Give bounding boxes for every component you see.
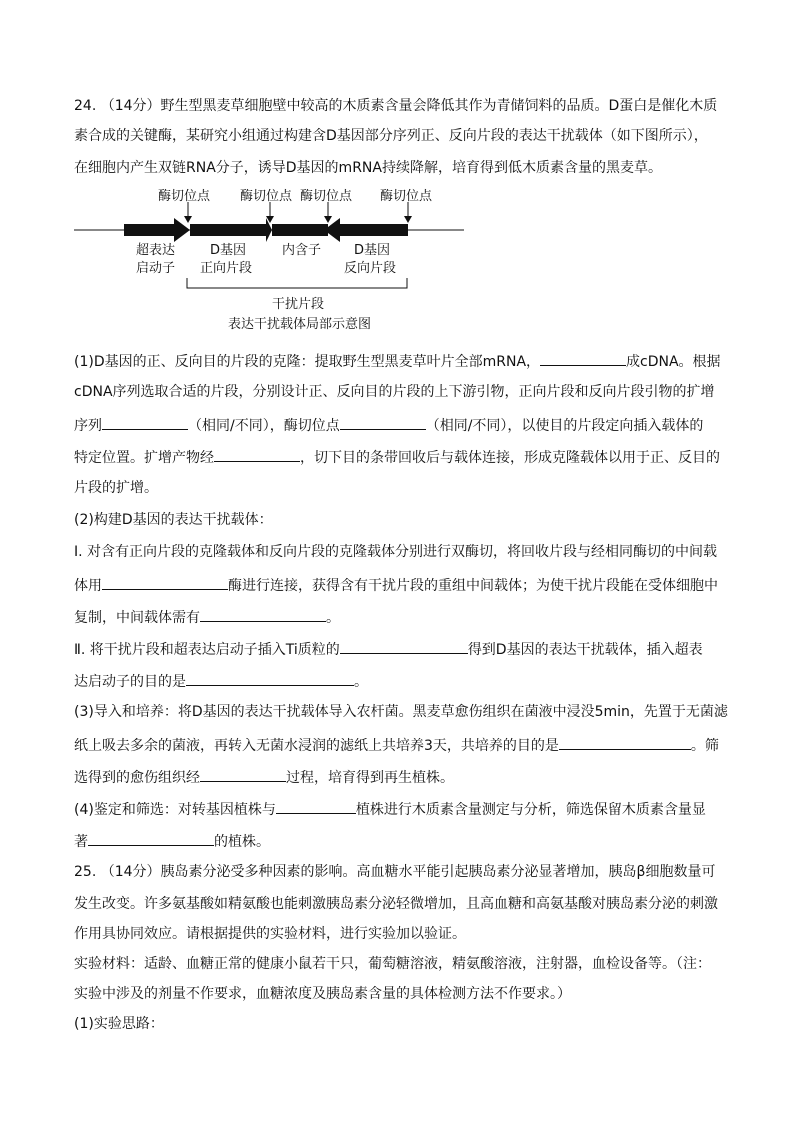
promoter-segment [124, 224, 176, 236]
q24-p1-line-5: 片段的扩增。 [74, 480, 158, 496]
q24-p1-line-4: 特定位置。扩增产物经 ，切下目的条带回收后与载体连接，形成克隆载体以用于正、反目的 [74, 446, 720, 468]
q24-p3-line-2: 纸上吸去多余的菌液，再转入无菌水浸润的滤纸上共培养3天，共培养的目的是 。筛 [74, 734, 719, 756]
intron-label: 内含子 [282, 243, 322, 258]
diagram-caption: 表达干扰载体局部示意图 [228, 317, 372, 332]
reverse-arrowhead [324, 218, 340, 242]
vector-diagram [74, 186, 474, 336]
reverse-label: 反向片段 [344, 261, 397, 276]
q25-line-6: (1)实验思路： [74, 1016, 164, 1032]
q24-p2-ii-line-1: Ⅱ. 将干扰片段和超表达启动子插入Ti质粒的 得到D基因的表达干扰载体，插入超表 [74, 638, 703, 660]
q24-line-1: 24. （14分）野生型黑麦草细胞壁中较高的木质素含量会降低其作为青储饲料的品质。D蛋白是催化木质 [74, 98, 718, 114]
forward-label: D基因 [210, 243, 247, 258]
q25-line-3: 作用具协同效应。请根据提供的实验材料，进行实验加以验证。 [74, 926, 466, 942]
q24-p1-line-1: (1)D基因的正、反向目的片段的克隆：提取野生型黑麦草叶片全部mRNA， 成cDNA。根据 [74, 350, 721, 372]
q24-p2-heading: (2)构建D基因的表达干扰载体： [74, 512, 273, 528]
q25-line-1: 25. （14分）胰岛素分泌受多种因素的影响。高血糖水平能引起胰岛素分泌显著增加，胰岛β细胞数量可 [74, 864, 716, 880]
cut-site-label: 酶切位点 [380, 189, 433, 204]
cut-site-arrow [184, 216, 192, 223]
q24-p4-line-1: (4)鉴定和筛选：对转基因植株与 植株进行木质素含量测定与分析，筛选保留木质素含量显 [74, 798, 706, 820]
forward-label: 正向片段 [200, 261, 253, 276]
q24-p2-i-line-3: 复制，中间载体需有 。 [74, 606, 340, 628]
q25-line-4: 实验材料：适龄、血糖正常的健康小鼠若干只，葡萄糖溶液，精氨酸溶液，注射器，血检设备等。（注： [74, 956, 711, 972]
q24-line-2: 素合成的关键酶，某研究小组通过构建含D基因部分序列正、反向片段的表达干扰载体（如下图所示）， [74, 128, 708, 144]
cut-site-label: 酶切位点 [240, 189, 293, 204]
answer-blank[interactable] [102, 414, 188, 430]
answer-blank[interactable] [276, 798, 356, 814]
cut-site-arrow [324, 216, 332, 223]
cut-site-label: 酶切位点 [300, 189, 353, 204]
answer-blank[interactable] [540, 350, 626, 366]
q25-line-2: 发生改变。许多氨基酸如精氨酸也能刺激胰岛素分泌轻微增加，且高血糖和高氨基酸对胰岛素分泌的刺激 [74, 896, 718, 912]
q24-p1-line-3: 序列 （相同/不同），酶切位点 （相同/不同），以使目的片段定向插入载体的 [74, 414, 703, 436]
q25-line-5: 实验中涉及的剂量不作要求，血糖浓度及胰岛素含量的具体检测方法不作要求。） [74, 986, 571, 1002]
answer-blank[interactable] [340, 638, 468, 654]
answer-blank[interactable] [559, 734, 691, 750]
answer-blank[interactable] [214, 446, 300, 462]
answer-blank[interactable] [340, 414, 426, 430]
interference-label: 干扰片段 [272, 297, 325, 312]
q24-p3-line-1: (3)导入和培养：将D基因的表达干扰载体导入农杆菌。黑麦草愈伤组织在菌液中浸没5min，先置于无菌滤 [74, 704, 728, 720]
answer-blank[interactable] [102, 574, 228, 590]
q24-p2-i-line-1: Ⅰ. 对含有正向片段的克隆载体和反向片段的克隆载体分别进行双酶切，将回收片段与经相同酶切的中间载 [74, 544, 718, 560]
interference-bracket [187, 278, 407, 288]
q24-line-3: 在细胞内产生双链RNA分子，诱导D基因的mRNA持续降解，培育得到低木质素含量的黑麦草。 [74, 160, 662, 176]
q24-p2-i-line-2: 体用 酶进行连接，获得含有干扰片段的重组中间载体；为使干扰片段能在受体细胞中 [74, 574, 718, 596]
forward-segment [190, 224, 268, 236]
answer-blank[interactable] [200, 606, 326, 622]
q24-p1-line-2: cDNA序列选取合适的片段，分别设计正、反向目的片段的上下游引物，正向片段和反向片段引物的扩增 [74, 384, 715, 400]
forward-arrowhead [266, 218, 272, 242]
promoter-label: 超表达 [136, 243, 176, 258]
cut-site-arrow [404, 216, 412, 223]
q24-p4-line-2: 著 的植株。 [74, 830, 270, 852]
reverse-label: D基因 [354, 243, 391, 258]
cut-site-label: 酶切位点 [158, 189, 211, 204]
q24-p2-ii-line-2: 达启动子的目的是 。 [74, 670, 368, 692]
answer-blank[interactable] [200, 766, 286, 782]
intron-segment [272, 224, 328, 236]
promoter-label: 启动子 [136, 261, 176, 276]
answer-blank[interactable] [186, 670, 354, 686]
answer-blank[interactable] [88, 830, 214, 846]
q24-p3-line-3: 选得到的愈伤组织经 过程，培育得到再生植株。 [74, 766, 454, 788]
reverse-segment [338, 224, 408, 236]
